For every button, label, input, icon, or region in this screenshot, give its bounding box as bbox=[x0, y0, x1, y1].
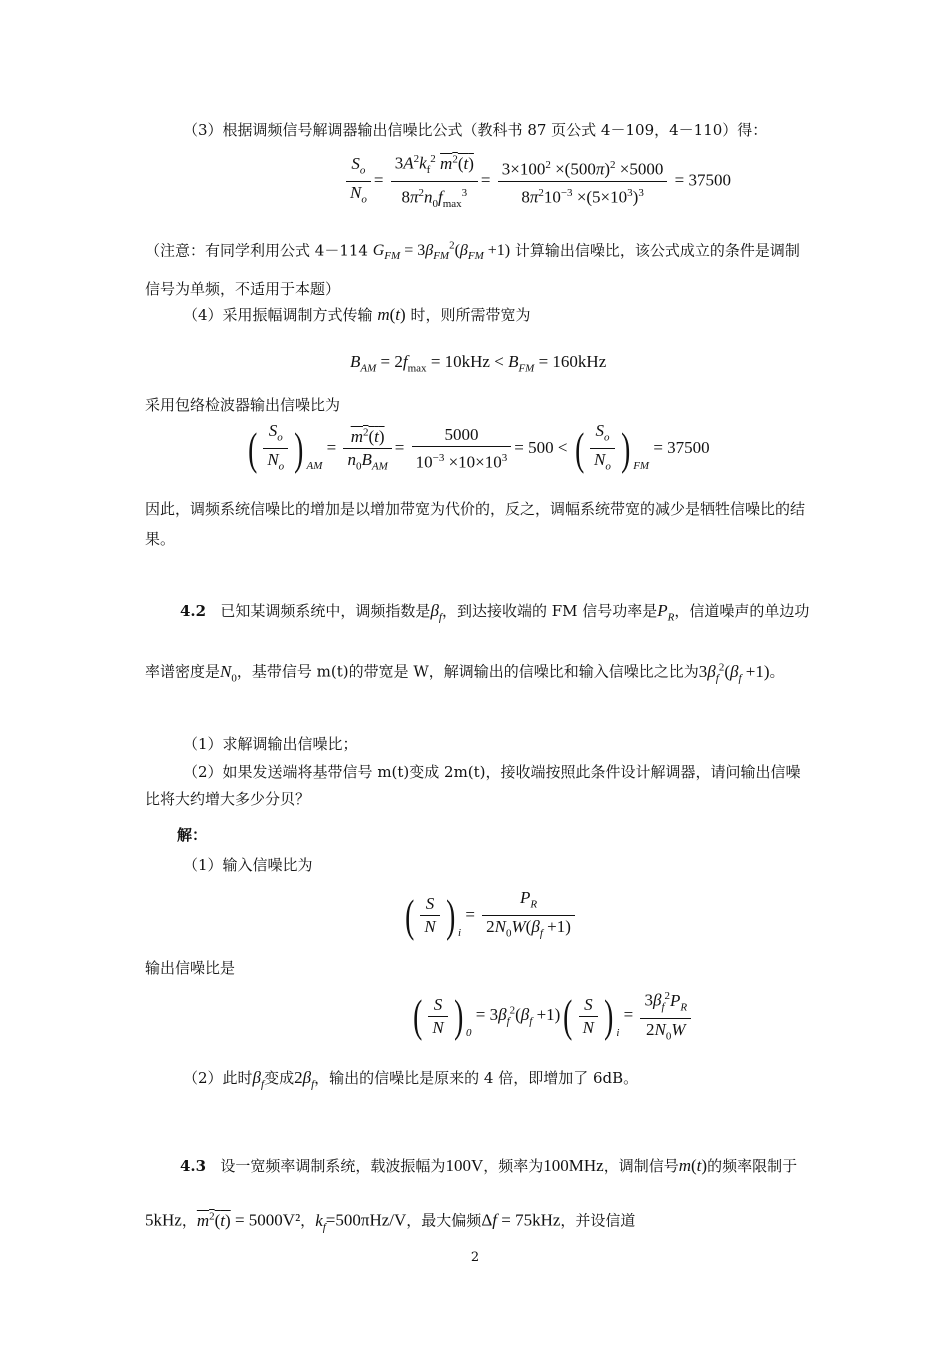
problem-4-2: 4.2 已知某调频系统中，调频指数是$\beta_f$，到达接收端的 FM 信号功率是$P_R$，信道噪声的单边功率谱密度是$N_0$，基带信号 m(t)的带宽是 W，解调输出的信噪比和输入信噪比之比为$3\beta_f^2(\beta_f +1)$。 bbox=[145, 601, 810, 685]
envelope-text: 采用包络检波器输出信噪比为 bbox=[145, 396, 341, 414]
solution-label: 解： bbox=[177, 826, 208, 844]
p43-amp: 100V bbox=[445, 1156, 484, 1175]
equation-result: = 37500 bbox=[674, 170, 731, 190]
p43-text-h: ，并设信道 bbox=[560, 1211, 636, 1230]
item-4-text-b: 时，则所需带宽为 bbox=[410, 306, 531, 324]
question-1: （1）求解调输出信噪比； bbox=[183, 735, 358, 753]
equation-input-snr: ( $\frac{S}{N}$ ) $_i$ = $\frac{P_R}{2N_0W(\beta_f +1)}$ bbox=[402, 887, 578, 945]
page-number: 2 bbox=[470, 1250, 480, 1265]
s2-text-b: 变成 bbox=[264, 1069, 295, 1087]
equation-am-snr: ( $\frac{S_o}{N_o}$ ) $_{AM}$ = $\frac{m^2(t)}{n_0B_{AM}}$ = $\frac{5000}{10^{-3} \times 10\times 10^3}$ = 500 < ( $\frac{S_o}{N_o}$ ) $_{FM}$ = 37500 bbox=[248, 421, 710, 474]
p43-text-b: ，频率为 bbox=[483, 1157, 544, 1175]
item-4: （4）采用振幅调制方式传输 m(t) 时，则所需带宽为 bbox=[183, 305, 531, 324]
s2-text-a: （2）此时 bbox=[183, 1069, 253, 1087]
p43-text-f: ， bbox=[300, 1211, 316, 1230]
item-3-intro: （3）根据调频信号解调器输出信噪比公式（教科书 87 页公式 4－109，4－110）得： bbox=[183, 121, 768, 139]
equation-bandwidth: $B_{AM} = 2f_{max} = 10kHz < B_{FM} = 160kHz$ bbox=[350, 352, 607, 375]
problem-number-4-3: 4.3 bbox=[180, 1157, 207, 1175]
note-text-a: （注意：有同学利用公式 4－114 bbox=[145, 241, 368, 260]
solution-1: （1）输入信噪比为 bbox=[183, 856, 313, 874]
p43-text-a: 设一宽频率调制系统，载波振幅为 bbox=[220, 1157, 446, 1175]
p43-pow: = 5000V² bbox=[234, 1210, 301, 1230]
am-num: 5000 bbox=[412, 424, 512, 447]
conclusion-paragraph: 因此，调频系统信噪比的增加是以增加带宽为代价的，反之，调幅系统带宽的减少是牺牲信噪比的结果。 bbox=[145, 500, 806, 548]
p43-text-c: ，调制信号 bbox=[603, 1157, 679, 1175]
p42-text-c: ，信道噪声的单边功率谱密度是 bbox=[145, 602, 810, 682]
p43-kf: =500πHz/V bbox=[325, 1210, 407, 1230]
p43-df: = 75kHz bbox=[501, 1210, 561, 1230]
equation-fm-snr: $\frac{S_o}{N_o}$ = $\frac{3A^2k_f^2 m^2(t)}{8\pi^2n_0f_{max}^3}$ = $\frac{3\times 100^2 \times(500\pi)^2 \times 5000}{8\pi^210^{-3} \times(5\times 10^3)^3}$ = 37500 bbox=[343, 148, 731, 215]
p43-text-d: 的频率限制于 bbox=[707, 1157, 798, 1175]
question-2: （2）如果发送端将基带信号 m(t)变成 2m(t)，接收端按照此条件设计解调器，请问输出信噪比将大约增大多少分贝？ bbox=[145, 763, 801, 808]
problem-4-3: 4.3 设一宽频率调制系统，载波振幅为100V，频率为100MHz，调制信号m(t)的频率限制于5kHz，$m^2(t) = 5000V^2$，$k_f=500\pi Hz/V$，最大偏频Δf = 75kHz，并设信道 bbox=[145, 1156, 798, 1234]
p42-text-d: ，基带信号 m(t)的带宽是 W，解调输出的信噪比和输入信噪比之比为 bbox=[236, 663, 699, 682]
bw-text-1: = 10kHz < bbox=[430, 352, 509, 371]
problem-number-4-2: 4.2 bbox=[180, 602, 207, 620]
equation-output-snr: ( $\frac{S}{N}$ ) $_0 = 3\beta_f^2(\beta_f +1)$( $\frac{S}{N}$ ) $_i$ = $\frac{3\beta_f^2P_R}{2N_0W}$ bbox=[410, 985, 694, 1047]
p43-text-e: ， bbox=[181, 1211, 197, 1230]
bw-text-2: = 160kHz bbox=[538, 352, 607, 371]
p43-freq: 100MHz bbox=[543, 1156, 604, 1175]
note-formula: $G_{FM} = 3\beta_{FM}^2(\beta_{FM} +1)$ bbox=[372, 240, 511, 263]
am-result: = 37500 bbox=[653, 437, 710, 457]
note-text-b: 计算输出信噪比，该公式成立的条件是调制信号为单频，不适用于本题） bbox=[145, 241, 800, 298]
p43-text-g: ，最大偏频 bbox=[406, 1211, 482, 1230]
output-snr-label: 输出信噪比是 bbox=[145, 959, 236, 977]
note-paragraph bbox=[145, 230, 810, 305]
p42-text-b: ，到达接收端的 FM 信号功率是 bbox=[441, 602, 658, 620]
s2-text-c: ，输出的信噪比是原来的 4 倍，即增加了 6dB。 bbox=[314, 1069, 639, 1087]
item-4-text-a: （4）采用振幅调制方式传输 bbox=[183, 306, 373, 324]
p42-text-a: 已知某调频系统中，调频指数是 bbox=[220, 602, 431, 620]
p43-lim: 5kHz bbox=[145, 1210, 182, 1230]
solution-2: （2）此时$\beta_f$变成$2\beta_f$，输出的信噪比是原来的 4 倍，即增加了 6dB。 bbox=[183, 1068, 639, 1091]
